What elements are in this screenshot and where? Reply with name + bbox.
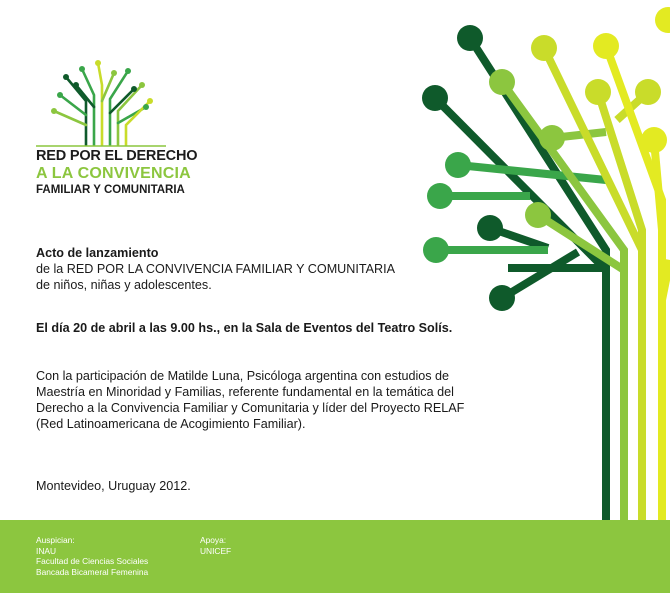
sponsor-item: INAU [36, 545, 57, 556]
footer [0, 520, 670, 593]
sponsor-item: Bancada Bicameral Femenina [36, 566, 149, 577]
sponsors-column [36, 535, 148, 577]
event-title: Acto de lanzamiento [36, 246, 159, 260]
sponsor-item: Facultad de Ciencias Sociales [36, 556, 149, 566]
event-audience: de niños, niñas y adolescentes. [36, 278, 212, 292]
logo-line-2: A LA CONVIVENCIA [36, 164, 191, 182]
logo-line-1: RED POR EL DERECHO [36, 148, 198, 164]
participation-line: (Red Latinoamericana de Acogimiento Familiar). [36, 417, 306, 431]
logo-line-3: FAMILIAR Y COMUNITARIA [36, 183, 185, 196]
participation-line: Con la participación de Matilde Luna, Psicóloga argentina con estudios de [36, 369, 450, 383]
event-network: de la RED POR LA CONVIVENCIA FAMILIAR Y COMUNITARIA [36, 262, 396, 276]
logo [36, 55, 196, 200]
tree-logo-icon [36, 55, 166, 147]
logo-text [36, 149, 201, 196]
decorative-tree-icon [410, 0, 670, 520]
event-date: El día 20 de abril a las 9.00 hs., en la Sala de Eventos del Teatro Solís. [36, 321, 453, 335]
intro-block [36, 245, 395, 293]
event-place: Montevideo, Uruguay 2012. [36, 479, 191, 493]
support-label: Apoya: [200, 535, 227, 545]
participation-line: Maestría en Minoridad y Familias, referente fundamental en la temática del [36, 385, 454, 399]
participation-line: Derecho a la Convivencia Familiar y Comunitaria y líder del Proyecto RELAF [36, 401, 465, 415]
support-item: UNICEF [200, 545, 232, 556]
support-column [200, 535, 231, 556]
participation-block [36, 368, 486, 432]
sponsors-label: Auspician: [36, 535, 75, 545]
